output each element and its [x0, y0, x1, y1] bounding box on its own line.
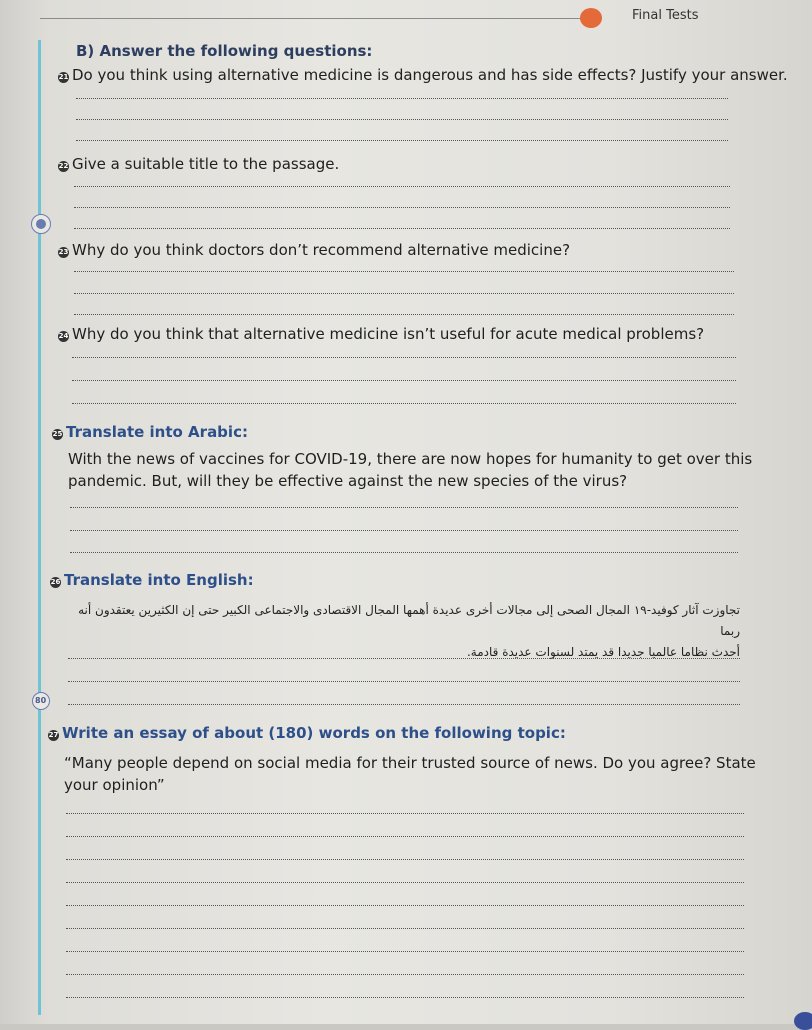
question-23	[58, 241, 570, 259]
question-text: Why do you think that alternative medicine isn’t useful for acute medical problems?	[72, 325, 705, 343]
essay-topic	[64, 752, 756, 796]
essay-line[interactable]	[66, 813, 744, 814]
header-rule	[40, 18, 590, 19]
essay-line[interactable]	[66, 905, 744, 906]
answer-line[interactable]	[74, 228, 730, 229]
side-accent-bar	[38, 40, 41, 1015]
paragraph-line: pandemic. But, will they be effective against the new species of the virus?	[68, 472, 628, 490]
answer-line[interactable]	[72, 380, 736, 381]
section-title: Translate into Arabic:	[66, 423, 248, 441]
corner-tab	[794, 1012, 812, 1030]
question-number: 22	[58, 162, 69, 170]
answer-line[interactable]	[70, 552, 738, 553]
question-27-title	[48, 724, 566, 742]
arabic-passage	[72, 600, 740, 663]
essay-line[interactable]	[66, 882, 744, 883]
question-21	[58, 66, 788, 84]
answer-line[interactable]	[74, 293, 734, 294]
essay-line[interactable]	[66, 974, 744, 975]
answer-line[interactable]	[74, 207, 730, 208]
answer-line[interactable]	[68, 658, 740, 659]
question-number: 23	[58, 248, 69, 256]
paragraph-line: تجاوزت آثار كوفيد-١٩ المجال الصحى إلى مجالات أخرى عديدة أهمها المجال الاقتصادى والاجتماعى الكبير حتى إن الكثيرين يعتقدون أنه ربما	[78, 603, 740, 638]
question-number: 21	[58, 73, 69, 81]
answer-line[interactable]	[70, 507, 738, 508]
answer-line[interactable]	[74, 271, 734, 272]
answer-line[interactable]	[72, 403, 736, 404]
essay-line[interactable]	[66, 859, 744, 860]
answer-line[interactable]	[76, 119, 728, 120]
question-24	[58, 325, 704, 343]
question-number: 27	[48, 731, 59, 739]
question-text: Give a suitable title to the passage.	[72, 155, 340, 173]
question-text: Do you think using alternative medicine is dangerous and has side effects? Justify your answer.	[72, 66, 788, 84]
paragraph-line: أحدث نظاما عالميا جديدا قد يمتد لسنوات عديدة قادمة.	[466, 645, 740, 659]
essay-line[interactable]	[66, 928, 744, 929]
badge-text: 80	[35, 696, 47, 705]
essay-line[interactable]	[66, 836, 744, 837]
answer-line[interactable]	[72, 357, 736, 358]
arabic-source-text	[68, 448, 752, 492]
essay-line[interactable]	[66, 997, 744, 998]
answer-line[interactable]	[76, 140, 728, 141]
question-22	[58, 155, 339, 173]
answer-line[interactable]	[74, 186, 730, 187]
answer-line[interactable]	[76, 98, 728, 99]
question-text: Why do you think doctors don’t recommend alternative medicine?	[72, 241, 571, 259]
page-number-badge	[32, 692, 50, 710]
header-title: Final Tests	[632, 8, 699, 23]
header-orange-dot	[580, 8, 602, 28]
question-number: 24	[58, 332, 69, 340]
side-badge-icon	[31, 214, 51, 234]
question-25-title	[52, 423, 248, 441]
section-b-title: B) Answer the following questions:	[76, 42, 373, 60]
paragraph-line: “Many people depend on social media for their trusted source of news. Do you agree? State	[64, 754, 756, 772]
question-26-title	[50, 571, 254, 589]
answer-line[interactable]	[74, 314, 734, 315]
section-title: Write an essay of about (180) words on the following topic:	[62, 724, 566, 742]
paragraph-line: your opinion”	[64, 776, 165, 794]
question-number: 25	[52, 430, 63, 438]
badge-dot	[36, 219, 46, 229]
question-number: 26	[50, 578, 61, 586]
paragraph-line: With the news of vaccines for COVID-19, there are now hopes for humanity to get over this	[68, 450, 753, 468]
answer-line[interactable]	[70, 530, 738, 531]
answer-line[interactable]	[68, 704, 740, 705]
essay-line[interactable]	[66, 951, 744, 952]
answer-line[interactable]	[68, 681, 740, 682]
section-title: Translate into English:	[64, 571, 254, 589]
